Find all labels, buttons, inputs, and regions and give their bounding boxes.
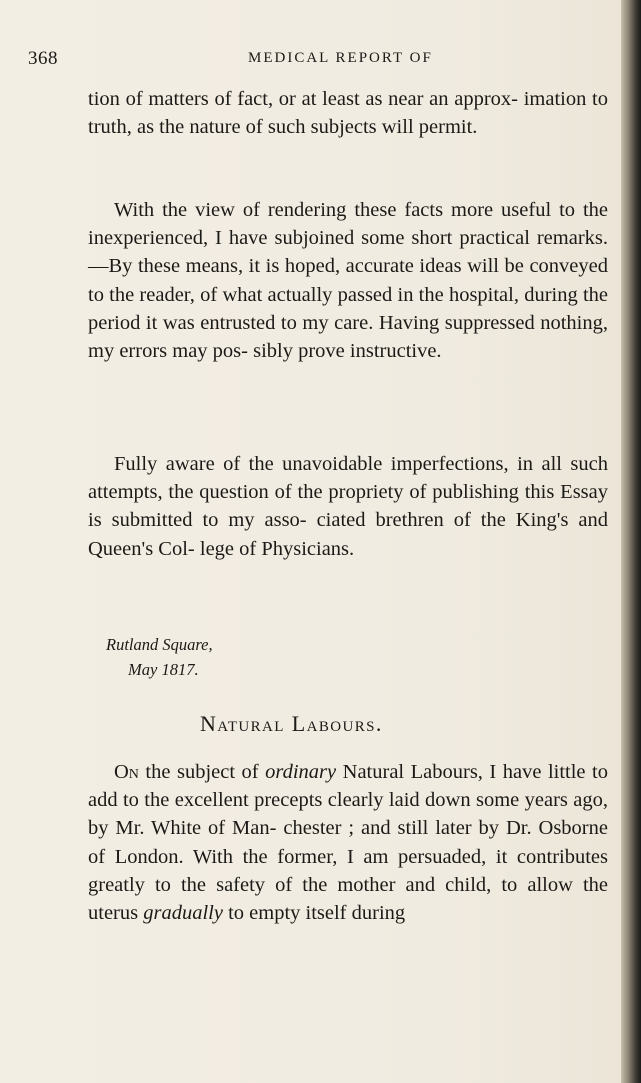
signature-place: Rutland Square, <box>106 635 213 654</box>
page-number: 368 <box>28 48 58 69</box>
paragraph-4-part-a: the subject of <box>138 761 266 783</box>
signature-date: May 1817. <box>128 660 199 679</box>
signature-block <box>106 632 213 682</box>
page-edge-shadow <box>621 0 641 1083</box>
paragraph-2-text: With the view of rendering these facts more useful to the inexperienced, I have subjoined some short practical remarks.—By these means, it is hoped, accurate ideas will be conveyed to the reader, of what actually passed in the hospital, during the period it was entrusted to my care. Having suppressed nothing, my errors may pos- sibly prove instructive. <box>88 199 608 363</box>
paragraph-2 <box>88 196 608 365</box>
paragraph-4 <box>88 758 608 927</box>
paragraph-3-text: Fully aware of the unavoidable imperfections, in all such attempts, the question of the propriety of publishing this Essay is submitted to my asso- ciated brethren of the King's and Queen's Col- lege of Physicians. <box>88 453 608 560</box>
paragraph-3 <box>88 450 608 563</box>
paragraph-4-text <box>88 758 608 927</box>
paragraph-4-lead-word: On <box>114 761 139 783</box>
paragraph-4-part-c: to empty itself during <box>222 902 406 925</box>
paragraph-1 <box>88 85 608 141</box>
paragraph-1-text: tion of matters of fact, or at least as near an approx- imation to truth, as the nature of such subjects will permit. <box>88 88 608 139</box>
paragraph-4-italic-ordinary: ordinary <box>265 761 337 783</box>
paragraph-4-italic-gradually: gradually <box>143 902 223 925</box>
running-head: MEDICAL REPORT OF <box>248 50 433 66</box>
section-title: Natural Labours. <box>200 711 383 736</box>
paragraph-4-part-b: Natural Labours, I have little to add to the excellent precepts clearly laid down some years ago, by Mr. White of Man- chester ; and still later by Dr. Osborne of London. With the former, I am persuaded, it contributes greatly to the safety of the mother and child, to allow the uterus <box>88 761 608 925</box>
page-header <box>0 48 620 68</box>
